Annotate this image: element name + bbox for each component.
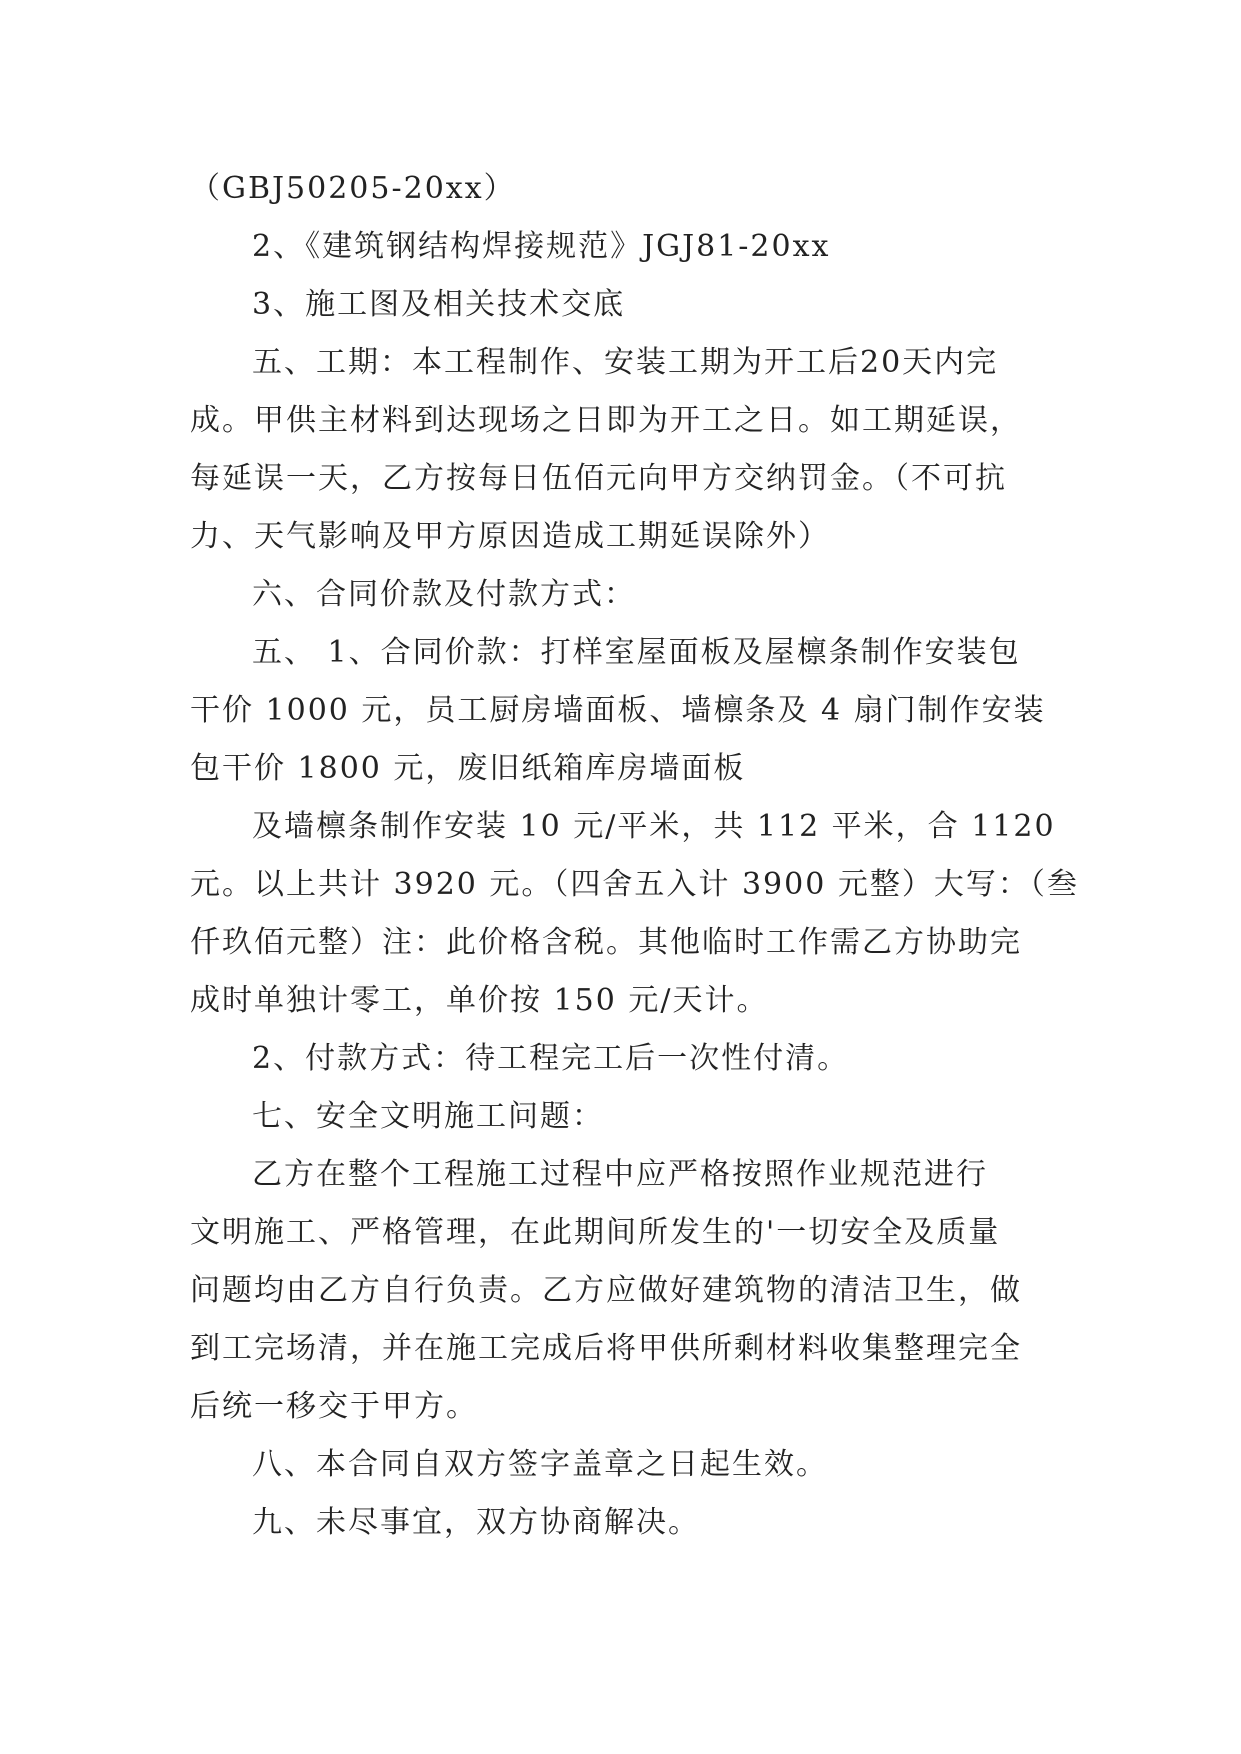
text-line: 后统一移交于甲方。 xyxy=(190,1389,478,1424)
text-line: 成。甲供主材料到达现场之日即为开工之日。如工期延误， xyxy=(190,403,1022,438)
text-line: 六、合同价款及付款方式： xyxy=(252,577,636,612)
text-line: 到工完场清，并在施工完成后将甲供所剩材料收集整理完全 xyxy=(190,1331,1022,1366)
text-line: 仟玖佰元整）注：此价格含税。其他临时工作需乙方协助完 xyxy=(190,925,1022,960)
text-line: 3、施工图及相关技术交底 xyxy=(252,287,626,322)
text-line: 2、《建筑钢结构焊接规范》JGJ81-20xx xyxy=(252,229,831,264)
text-line: 成时单独计零工，单价按 150 元/天计。 xyxy=(190,983,769,1018)
text-line: 九、未尽事宜，双方协商解决。 xyxy=(252,1505,700,1540)
text-line: 元。以上共计 3920 元。（四舍五入计 3900 元整）大写：（叁 xyxy=(190,867,1079,902)
text-line: 乙方在整个工程施工过程中应严格按照作业规范进行 xyxy=(252,1157,988,1192)
text-line: 七、安全文明施工问题： xyxy=(252,1099,604,1134)
contract-body xyxy=(190,160,1079,1552)
text-line: 包干价 1800 元，废旧纸箱库房墙面板 xyxy=(190,751,746,786)
text-line: 问题均由乙方自行负责。乙方应做好建筑物的清洁卫生，做 xyxy=(190,1273,1022,1308)
text-line: 干价 1000 元，员工厨房墙面板、墙檩条及 4 扇门制作安装 xyxy=(190,693,1046,728)
text-line: （GBJ50205-20xx） xyxy=(190,171,516,206)
text-line: 力、天气影响及甲方原因造成工期延误除外） xyxy=(190,519,830,554)
text-line: 2、付款方式：待工程完工后一次性付清。 xyxy=(252,1041,850,1076)
text-line: 五、工期：本工程制作、安装工期为开工后20天内完 xyxy=(252,345,999,380)
text-line: 八、本合同自双方签字盖章之日起生效。 xyxy=(252,1447,828,1482)
text-line: 每延误一天，乙方按每日伍佰元向甲方交纳罚金。（不可抗 xyxy=(190,461,1007,496)
text-line: 文明施工、严格管理，在此期间所发生的'一切安全及质量 xyxy=(190,1215,1001,1250)
text-line: 及墙檩条制作安装 10 元/平米，共 112 平米，合 1120 xyxy=(252,809,1056,844)
text-line: 五、 1、合同价款：打样室屋面板及屋檩条制作安装包 xyxy=(252,635,1021,670)
